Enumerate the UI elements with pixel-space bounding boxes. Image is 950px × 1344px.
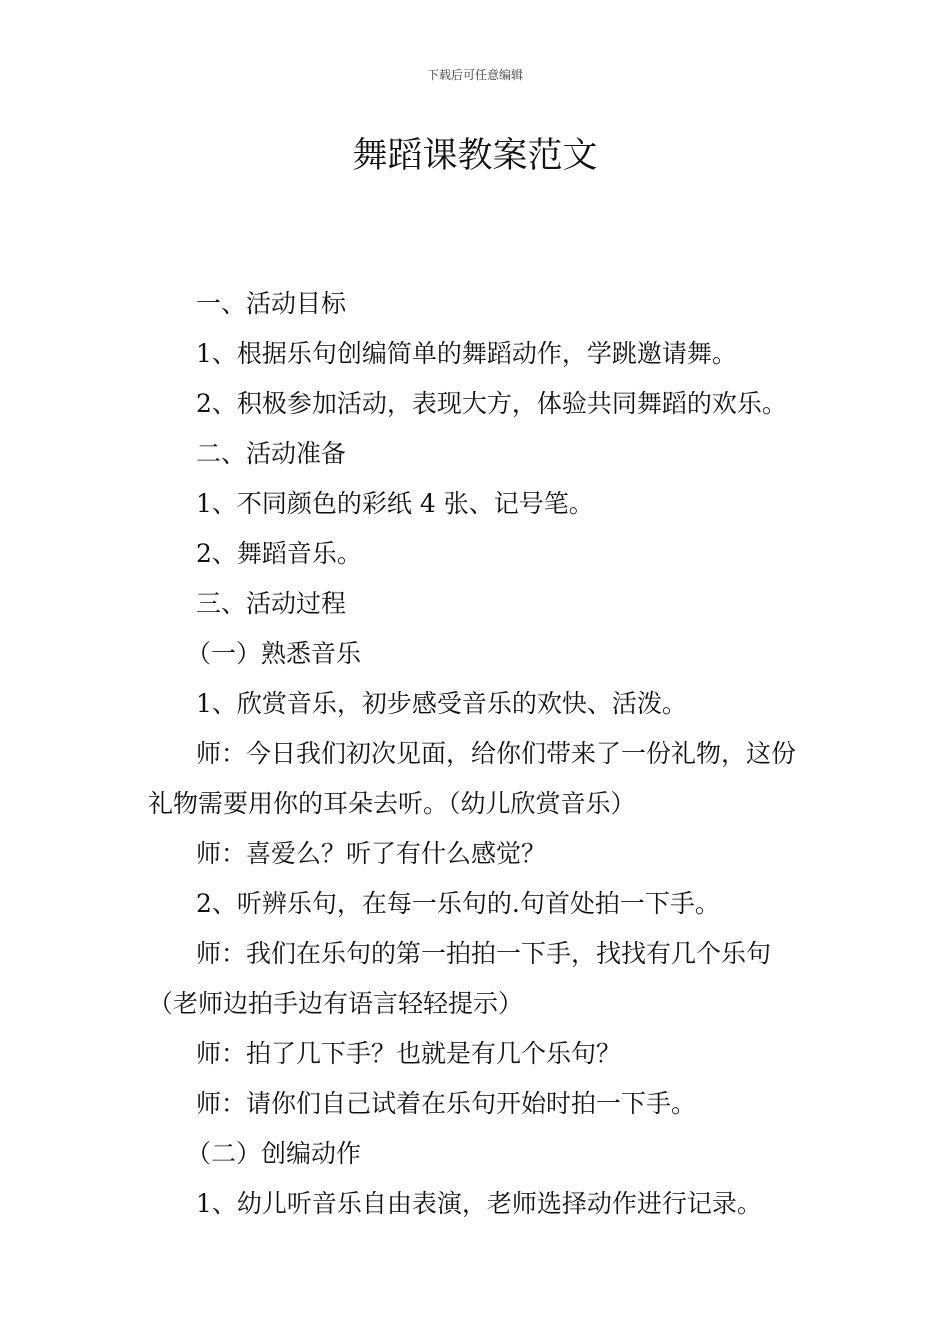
subsection-heading: （二）创编动作: [186, 1139, 362, 1168]
paragraph: 2、积极参加活动，表现大方，体验共同舞蹈的欢乐。: [196, 389, 787, 418]
section-heading: 二、活动准备: [196, 439, 347, 468]
paragraph: 师：请你们自己试着在乐句开始时拍一下手。: [196, 1089, 697, 1118]
paragraph: 1、不同颜色的彩纸 4 张、记号笔。: [196, 489, 594, 518]
header-note: 下载后可任意编辑: [426, 68, 523, 82]
paragraph: 2、舞蹈音乐。: [196, 539, 362, 568]
subsection-heading: （一）熟悉音乐: [186, 639, 362, 668]
paragraph: 师：我们在乐句的第一拍拍一下手，找找有几个乐句（老师边拍手边有语言轻轻提示）: [148, 939, 772, 1018]
paragraph: 1、根据乐句创编简单的舞蹈动作，学跳邀请舞。: [196, 339, 737, 368]
paragraph: 师：喜爱么？听了有什么感觉？: [196, 839, 547, 868]
paragraph: 2、听辨乐句，在每一乐句的.句首处拍一下手。: [196, 889, 720, 918]
document-body: [148, 279, 812, 1229]
section-heading: 一、活动目标: [196, 289, 347, 318]
section-heading: 三、活动过程: [196, 589, 347, 618]
paragraph: 师：今日我们初次见面，给你们带来了一份礼物，这份礼物需要用你的耳朵去听。（幼儿欣赏音乐）: [148, 739, 797, 818]
paragraph: 师：拍了几下手？也就是有几个乐句？: [196, 1039, 622, 1068]
document-title: 舞蹈课教案范文: [352, 136, 598, 176]
paragraph: 1、幼儿听音乐自由表演，老师选择动作进行记录。: [196, 1189, 762, 1218]
paragraph: 1、欣赏音乐，初步感受音乐的欢快、活泼。: [196, 689, 687, 718]
